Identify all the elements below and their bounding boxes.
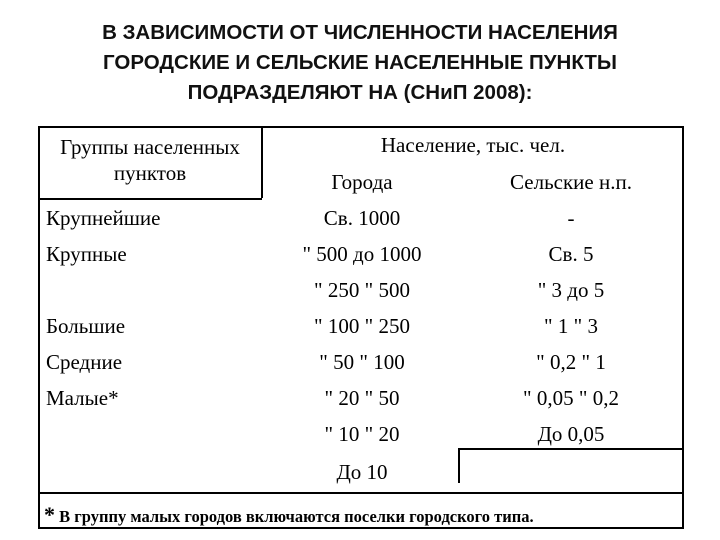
title-line-3: ПОДРАЗДЕЛЯЮТ НА (СНиП 2008): [187,81,533,104]
row-7-cities: " 10 " 20 [324,422,400,446]
row-2-cities: " 500 до 1000 [302,242,422,266]
header-rural: Сельские н.п. [510,170,632,194]
header-groups [38,134,262,186]
row-5-rural: " 0,2 " 1 [536,350,606,374]
footnote-text: В группу малых городов включаются поселки городского типа. [59,507,534,526]
row-5-group: Средние [46,350,123,374]
row-3-cities: " 250 " 500 [314,278,410,302]
row-1-rural: - [567,206,575,230]
row-4-cities: " 100 " 250 [314,314,410,338]
header-groups-line-1: Группы населенных [60,135,240,159]
row-6-group: Малые* [46,386,119,410]
footnote-star: * [44,502,55,527]
row-8-cities: До 10 [336,460,388,484]
table-border-top [38,126,684,128]
row-2-rural: Св. 5 [548,242,594,266]
settlement-classification-table [38,126,684,529]
row-2-group: Крупные [46,242,127,266]
row-7-rural: До 0,05 [537,422,605,446]
title-line-2: ГОРОДСКИЕ И СЕЛЬСКИЕ НАСЕЛЕННЫЕ ПУНКТЫ [103,51,617,74]
title-line-1: В ЗАВИСИМОСТИ ОТ ЧИСЛЕННОСТИ НАСЕЛЕНИЯ [102,21,618,44]
footnote-separator [38,492,684,494]
footnote [44,502,674,528]
row-3-rural: " 3 до 5 [537,278,605,302]
header-population: Население, тыс. чел. [380,133,566,157]
row-4-rural: " 1 " 3 [544,314,598,338]
rural-last-cell-bottom [458,448,684,450]
row-4-group: Большие [46,314,126,338]
table-border-left [38,126,40,529]
header-separator [38,198,262,200]
row-6-cities: " 20 " 50 [324,386,400,410]
row-1-group: Крупнейшие [46,206,161,230]
page-title [40,18,680,108]
header-groups-line-2: пунктов [113,161,187,185]
row-1-cities: Св. 1000 [323,206,401,230]
row-5-cities: " 50 " 100 [319,350,405,374]
header-cities: Города [331,170,393,194]
row-6-rural: " 0,05 " 0,2 [523,386,619,410]
